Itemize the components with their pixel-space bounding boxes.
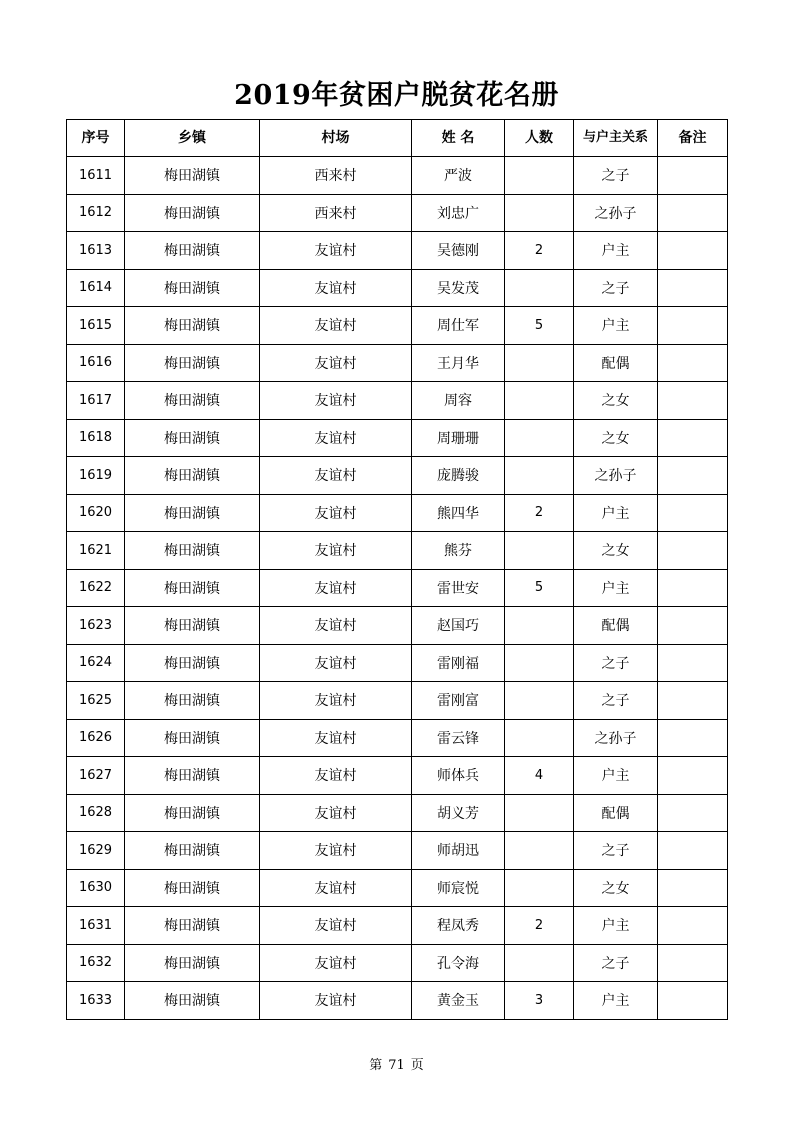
- cell-name: 师宸悦: [412, 869, 505, 907]
- cell-name: 雷刚福: [412, 644, 505, 682]
- cell-remark: [658, 232, 728, 270]
- cell-seq: 1632: [67, 944, 125, 982]
- cell-count: [505, 382, 574, 420]
- cell-town: 梅田湖镇: [125, 232, 260, 270]
- cell-relation: 之子: [574, 944, 658, 982]
- cell-remark: [658, 382, 728, 420]
- cell-remark: [658, 307, 728, 345]
- cell-remark: [658, 869, 728, 907]
- cell-remark: [658, 982, 728, 1020]
- roster-table: [66, 119, 728, 1020]
- cell-relation: 配偶: [574, 794, 658, 832]
- cell-town: 梅田湖镇: [125, 757, 260, 795]
- cell-village: 友谊村: [260, 607, 412, 645]
- table-row: [67, 644, 728, 682]
- cell-town: 梅田湖镇: [125, 982, 260, 1020]
- cell-seq: 1612: [67, 194, 125, 232]
- cell-remark: [658, 644, 728, 682]
- cell-name: 周容: [412, 382, 505, 420]
- table-row: [67, 269, 728, 307]
- cell-remark: [658, 907, 728, 945]
- cell-relation: 之子: [574, 269, 658, 307]
- cell-seq: 1623: [67, 607, 125, 645]
- cell-town: 梅田湖镇: [125, 869, 260, 907]
- cell-name: 胡义芳: [412, 794, 505, 832]
- cell-village: 友谊村: [260, 419, 412, 457]
- cell-town: 梅田湖镇: [125, 907, 260, 945]
- footer-prefix: 第: [369, 1058, 383, 1073]
- cell-remark: [658, 194, 728, 232]
- cell-seq: 1621: [67, 532, 125, 570]
- cell-name: 熊四华: [412, 494, 505, 532]
- table-row: [67, 307, 728, 345]
- cell-seq: 1624: [67, 644, 125, 682]
- cell-town: 梅田湖镇: [125, 644, 260, 682]
- cell-relation: 之孙子: [574, 719, 658, 757]
- cell-name: 黄金玉: [412, 982, 505, 1020]
- cell-name: 庞腾骏: [412, 457, 505, 495]
- table-row: [67, 719, 728, 757]
- cell-village: 友谊村: [260, 532, 412, 570]
- cell-remark: [658, 269, 728, 307]
- table-row: [67, 494, 728, 532]
- cell-count: [505, 344, 574, 382]
- cell-relation: 之子: [574, 682, 658, 720]
- table-row: [67, 532, 728, 570]
- header-town: 乡镇: [125, 120, 260, 157]
- cell-village: 友谊村: [260, 457, 412, 495]
- cell-seq: 1620: [67, 494, 125, 532]
- cell-town: 梅田湖镇: [125, 194, 260, 232]
- cell-count: [505, 419, 574, 457]
- cell-town: 梅田湖镇: [125, 382, 260, 420]
- cell-name: 雷世安: [412, 569, 505, 607]
- cell-relation: 配偶: [574, 607, 658, 645]
- cell-remark: [658, 419, 728, 457]
- cell-remark: [658, 157, 728, 195]
- cell-relation: 户主: [574, 982, 658, 1020]
- cell-town: 梅田湖镇: [125, 532, 260, 570]
- table-row: [67, 682, 728, 720]
- table-row: [67, 607, 728, 645]
- cell-remark: [658, 532, 728, 570]
- cell-relation: 之女: [574, 419, 658, 457]
- cell-village: 友谊村: [260, 944, 412, 982]
- table-row: [67, 832, 728, 870]
- cell-name: 严波: [412, 157, 505, 195]
- cell-count: [505, 194, 574, 232]
- cell-seq: 1613: [67, 232, 125, 270]
- table-row: [67, 382, 728, 420]
- cell-relation: 户主: [574, 757, 658, 795]
- cell-relation: 之孙子: [574, 194, 658, 232]
- cell-name: 周仕军: [412, 307, 505, 345]
- cell-town: 梅田湖镇: [125, 419, 260, 457]
- cell-remark: [658, 794, 728, 832]
- cell-name: 孔令海: [412, 944, 505, 982]
- header-relation: 与户主关系: [574, 120, 658, 157]
- cell-town: 梅田湖镇: [125, 344, 260, 382]
- cell-remark: [658, 944, 728, 982]
- cell-count: [505, 607, 574, 645]
- cell-count: 5: [505, 569, 574, 607]
- header-remark: 备注: [658, 120, 728, 157]
- cell-relation: 之子: [574, 832, 658, 870]
- table-row: [67, 907, 728, 945]
- cell-town: 梅田湖镇: [125, 457, 260, 495]
- cell-remark: [658, 719, 728, 757]
- cell-seq: 1622: [67, 569, 125, 607]
- cell-seq: 1626: [67, 719, 125, 757]
- cell-village: 友谊村: [260, 832, 412, 870]
- table-row: [67, 757, 728, 795]
- cell-town: 梅田湖镇: [125, 307, 260, 345]
- cell-count: 2: [505, 494, 574, 532]
- cell-count: [505, 794, 574, 832]
- header-seq: 序号: [67, 120, 125, 157]
- table-row: [67, 569, 728, 607]
- cell-relation: 户主: [574, 232, 658, 270]
- cell-name: 程凤秀: [412, 907, 505, 945]
- cell-village: 友谊村: [260, 719, 412, 757]
- cell-seq: 1617: [67, 382, 125, 420]
- table-row: [67, 419, 728, 457]
- cell-remark: [658, 607, 728, 645]
- table-body: [67, 157, 728, 1020]
- cell-count: [505, 644, 574, 682]
- header-count: 人数: [505, 120, 574, 157]
- cell-name: 刘忠广: [412, 194, 505, 232]
- cell-remark: [658, 457, 728, 495]
- header-village: 村场: [260, 120, 412, 157]
- cell-seq: 1615: [67, 307, 125, 345]
- cell-town: 梅田湖镇: [125, 944, 260, 982]
- cell-name: 吴德刚: [412, 232, 505, 270]
- table-row: [67, 194, 728, 232]
- table-row: [67, 794, 728, 832]
- cell-seq: 1625: [67, 682, 125, 720]
- cell-count: [505, 457, 574, 495]
- cell-village: 友谊村: [260, 794, 412, 832]
- table-row: [67, 157, 728, 195]
- cell-name: 周珊珊: [412, 419, 505, 457]
- cell-village: 友谊村: [260, 269, 412, 307]
- cell-town: 梅田湖镇: [125, 682, 260, 720]
- cell-remark: [658, 832, 728, 870]
- cell-relation: 之孙子: [574, 457, 658, 495]
- cell-name: 王月华: [412, 344, 505, 382]
- cell-town: 梅田湖镇: [125, 794, 260, 832]
- cell-seq: 1616: [67, 344, 125, 382]
- cell-count: [505, 944, 574, 982]
- cell-village: 友谊村: [260, 344, 412, 382]
- cell-village: 友谊村: [260, 382, 412, 420]
- cell-relation: 之子: [574, 157, 658, 195]
- cell-count: [505, 682, 574, 720]
- cell-village: 友谊村: [260, 494, 412, 532]
- table-row: [67, 344, 728, 382]
- cell-relation: 之女: [574, 382, 658, 420]
- cell-relation: 之子: [574, 644, 658, 682]
- cell-relation: 户主: [574, 569, 658, 607]
- cell-remark: [658, 682, 728, 720]
- page-title: 2019年贫困户脱贫花名册: [234, 80, 559, 111]
- cell-count: [505, 832, 574, 870]
- cell-town: 梅田湖镇: [125, 494, 260, 532]
- cell-count: [505, 869, 574, 907]
- cell-relation: 之女: [574, 532, 658, 570]
- cell-remark: [658, 494, 728, 532]
- page-number: 71: [388, 1058, 405, 1073]
- cell-seq: 1633: [67, 982, 125, 1020]
- cell-village: 友谊村: [260, 232, 412, 270]
- cell-count: [505, 157, 574, 195]
- cell-village: 友谊村: [260, 307, 412, 345]
- cell-count: [505, 532, 574, 570]
- cell-seq: 1619: [67, 457, 125, 495]
- cell-count: 4: [505, 757, 574, 795]
- cell-count: [505, 719, 574, 757]
- cell-village: 西来村: [260, 157, 412, 195]
- cell-village: 友谊村: [260, 982, 412, 1020]
- cell-count: [505, 269, 574, 307]
- cell-town: 梅田湖镇: [125, 269, 260, 307]
- cell-name: 雷刚富: [412, 682, 505, 720]
- cell-remark: [658, 344, 728, 382]
- cell-count: 2: [505, 907, 574, 945]
- cell-remark: [658, 757, 728, 795]
- cell-seq: 1618: [67, 419, 125, 457]
- table-header: [67, 120, 728, 157]
- cell-village: 友谊村: [260, 757, 412, 795]
- cell-name: 师胡迅: [412, 832, 505, 870]
- cell-village: 友谊村: [260, 907, 412, 945]
- cell-seq: 1627: [67, 757, 125, 795]
- cell-seq: 1631: [67, 907, 125, 945]
- cell-village: 西来村: [260, 194, 412, 232]
- cell-village: 友谊村: [260, 869, 412, 907]
- cell-name: 赵国巧: [412, 607, 505, 645]
- cell-town: 梅田湖镇: [125, 607, 260, 645]
- cell-seq: 1611: [67, 157, 125, 195]
- table-row: [67, 982, 728, 1020]
- cell-seq: 1614: [67, 269, 125, 307]
- header-name: 姓 名: [412, 120, 505, 157]
- cell-village: 友谊村: [260, 682, 412, 720]
- cell-relation: 户主: [574, 907, 658, 945]
- cell-remark: [658, 569, 728, 607]
- cell-count: 5: [505, 307, 574, 345]
- table-row: [67, 944, 728, 982]
- cell-town: 梅田湖镇: [125, 832, 260, 870]
- cell-seq: 1629: [67, 832, 125, 870]
- cell-relation: 户主: [574, 494, 658, 532]
- cell-count: 2: [505, 232, 574, 270]
- cell-seq: 1628: [67, 794, 125, 832]
- table-row: [67, 869, 728, 907]
- page-footer: [0, 1057, 793, 1075]
- cell-seq: 1630: [67, 869, 125, 907]
- cell-relation: 之女: [574, 869, 658, 907]
- cell-village: 友谊村: [260, 569, 412, 607]
- cell-town: 梅田湖镇: [125, 157, 260, 195]
- table-row: [67, 457, 728, 495]
- header-row: [67, 120, 728, 157]
- cell-name: 吴发茂: [412, 269, 505, 307]
- cell-count: 3: [505, 982, 574, 1020]
- table-row: [67, 232, 728, 270]
- cell-town: 梅田湖镇: [125, 569, 260, 607]
- cell-town: 梅田湖镇: [125, 719, 260, 757]
- cell-name: 熊芬: [412, 532, 505, 570]
- cell-relation: 户主: [574, 307, 658, 345]
- footer-suffix: 页: [410, 1058, 424, 1073]
- cell-relation: 配偶: [574, 344, 658, 382]
- cell-name: 雷云锋: [412, 719, 505, 757]
- cell-name: 师体兵: [412, 757, 505, 795]
- cell-village: 友谊村: [260, 644, 412, 682]
